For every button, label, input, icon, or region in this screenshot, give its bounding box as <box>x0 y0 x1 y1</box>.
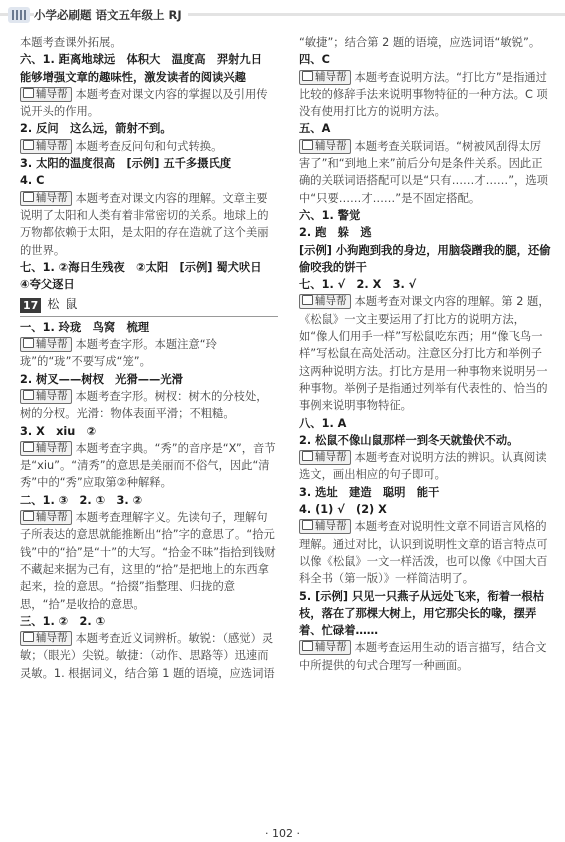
answer-line <box>20 120 278 137</box>
answer-text: 4. (1) √ (2) X <box>299 503 387 517</box>
tutor-tag-label: 辅导帮 <box>36 441 68 454</box>
tutor-book-icon <box>23 632 34 642</box>
answer-text: 六、1. 警觉 <box>299 208 361 222</box>
continuation-text <box>299 34 551 51</box>
answer-line <box>299 415 551 432</box>
tutor-tag <box>20 337 72 352</box>
explanation-text: 本题考查说明方法。“打比方”是指通过比较的修辞手法来说明事物特征的一种方法。C 项没有使用打比方的说明方法。 <box>299 70 548 119</box>
tutor-tag <box>299 640 351 655</box>
explanation-text: 本题考查对课文内容的理解。第 2 题，《松鼠》一文主要运用了打比方的说明方法，如“像人们用手一样”写松鼠吃东西；用“像飞鸟一样”写松鼠在高处活动。注意区分打比方和举例子这两种说明方法。打比方是用一种事物来说明另一种事物。举例子是指通过列举有代表性的、恰当的事例来说明事物特征。 <box>299 295 550 413</box>
answer-text: ④夸父逐日 <box>20 278 75 292</box>
explanation-text: 本题考查近义词辨析。敏锐：（感觉）灵敏；（眼光）尖锐。敏捷：（动作、思路等）迅速而灵敏。1. 根据词义，结合第 1 题的语境，应选词语 <box>20 632 275 680</box>
answer-text: 能够增强文章的趣味性，激发读者的阅读兴趣 <box>20 70 246 84</box>
tutor-book-icon <box>302 71 313 81</box>
answer-line <box>20 319 278 336</box>
explanation-text: 本题考查关联词语。“树被风刮得太厉害了”和“到地上来”前后分句是条件关系。因此正确的关联词语搭配可以是“只有……才……”，选项中“只要……才……”是不固定搭配。 <box>299 139 548 205</box>
tutor-tag-label: 辅导帮 <box>36 139 68 152</box>
tutor-tag <box>299 519 351 534</box>
answer-text: 2. 松鼠不像山鼠那样一到冬天就蛰伏不动。 <box>299 433 519 447</box>
answer-text: 七、1. ②海日生残夜 ②太阳 [示例] 蜀犬吠日 <box>20 260 262 274</box>
tutor-tag <box>20 631 72 646</box>
answer-text: 4. C <box>20 174 45 188</box>
answer-line <box>20 492 278 509</box>
explanation-paragraph <box>20 509 278 613</box>
answer-text: 七、1. √ 2. X 3. √ <box>299 278 417 292</box>
tutor-book-icon <box>302 520 313 530</box>
tutor-tag-label: 辅导帮 <box>315 520 347 533</box>
answer-text: 3. 太阳的温度很高 [示例] 五千多摄氏度 <box>20 157 232 171</box>
tutor-tag <box>20 389 72 404</box>
tutor-book-icon <box>302 641 313 651</box>
tutor-tag-label: 辅导帮 <box>315 641 347 654</box>
tutor-tag <box>299 70 351 85</box>
tutor-tag-label: 辅导帮 <box>36 87 68 100</box>
tutor-book-icon <box>23 390 34 400</box>
lesson-title: 松鼠 <box>47 297 84 312</box>
answer-line <box>299 207 551 224</box>
explanation-text: 本题考查反问句和句式转换。 <box>75 139 223 153</box>
tutor-tag-label: 辅导帮 <box>36 632 68 645</box>
lesson-number: 17 <box>20 298 41 313</box>
answer-line <box>299 51 551 68</box>
tutor-book-icon <box>302 295 313 305</box>
explanation-paragraph <box>299 518 551 587</box>
tutor-tag-label: 辅导帮 <box>315 451 347 464</box>
left-column <box>20 34 278 682</box>
explanation-text: 本题考查对课文内容的掌握以及引用传说开头的作用。 <box>20 87 268 119</box>
answer-text: 2. 跑 躲 逃 <box>299 226 372 240</box>
header-title: 小学必刷题 语文五年级上 RJ <box>34 7 188 23</box>
explanation-text: 本题考查理解字义。先读句子，理解句子所表达的意思就能推断出“拾”字的意思了。“拾元钱”中的“拾”是“十”的大写。“拾金不昧”指拾到钱财不藏起来据为己有，这里的“拾”是把地上的东西拿起来，捡的意思。“拾掇”指整理、归拢的意思，“拾”是收拾的意思。 <box>20 511 276 611</box>
answer-text: 3. X xiu ② <box>20 424 97 438</box>
explanation-paragraph <box>20 190 278 259</box>
page-number: · 102 · <box>265 827 300 840</box>
explanation-paragraph <box>20 630 278 682</box>
tutor-tag-label: 辅导帮 <box>315 295 347 308</box>
explanation-paragraph <box>20 138 278 155</box>
tutor-book-icon <box>23 338 34 348</box>
answer-text: 二、1. ③ 2. ① 3. ② <box>20 493 143 507</box>
explanation-paragraph <box>20 440 278 492</box>
answer-line <box>299 120 551 137</box>
tutor-tag <box>20 441 72 456</box>
answer-line <box>299 484 551 501</box>
answer-text: 2. 树叉——树杈 光猾——光滑 <box>20 372 183 386</box>
right-column <box>299 34 551 674</box>
explanation-text: 本题考查运用生动的语言描写，结合文中所提供的句式合理写一种画面。 <box>299 641 547 672</box>
answer-line <box>20 276 278 293</box>
explanation-text: 本题考查对课文内容的理解。文章主要说明了太阳和人类有着非常密切的关系。地球上的万物都依赖于太阳，是太阳的存在造就了这个美丽的世界。 <box>20 191 269 257</box>
answer-line <box>299 588 551 640</box>
answer-text: 三、1. ② 2. ① <box>20 614 106 628</box>
tutor-tag <box>20 139 72 154</box>
explanation-text: 本题考查字形。树杈：树木的分枝处，树的分杈。光滑：物体表面平滑；不粗糙。 <box>20 389 268 421</box>
answer-line <box>20 172 278 189</box>
explanation-paragraph <box>299 639 551 674</box>
answer-line <box>299 501 551 518</box>
explanation-text: 本题考查字形。本题注意“玲珑”的“珑”不要写成“笼”。 <box>20 338 217 369</box>
tutor-tag-label: 辅导帮 <box>36 191 68 204</box>
left-answer-list-2 <box>20 319 278 682</box>
answer-line <box>20 69 278 86</box>
lesson-section-header <box>20 296 278 316</box>
answer-line <box>299 224 551 241</box>
answer-line <box>20 423 278 440</box>
tutor-book-icon <box>23 140 34 150</box>
tutor-tag-label: 辅导帮 <box>36 511 68 524</box>
right-answer-list <box>299 34 551 674</box>
answer-text: 四、C <box>299 53 330 67</box>
tutor-book-icon <box>23 192 34 202</box>
tutor-tag <box>20 191 72 206</box>
answer-text: 六、1. 距离地球远 体积大 温度高 羿射九日 <box>20 53 263 67</box>
book-logo-icon <box>8 7 30 23</box>
tutor-book-icon <box>302 140 313 150</box>
explanation-paragraph <box>20 86 278 121</box>
explanation-text: 本题考查字典。“秀”的音序是“X”，音节是“xiu”。“清秀”的意思是美丽而不俗气，因此“清秀”中的“秀”应取第②种解释。 <box>20 441 276 490</box>
page-header <box>0 0 565 30</box>
tutor-tag-label: 辅导帮 <box>36 338 68 351</box>
answer-text: 五、A <box>299 122 331 136</box>
explanation-text: “敏捷”；结合第 2 题的语境，应选词语“敏锐”。 <box>299 36 541 49</box>
tutor-book-icon <box>23 88 34 98</box>
answer-text: 八、1. A <box>299 416 347 430</box>
answer-line <box>20 259 278 276</box>
tutor-tag-label: 辅导帮 <box>36 389 68 402</box>
left-answer-list <box>20 34 278 293</box>
answer-line <box>20 51 278 68</box>
tutor-tag <box>299 139 351 154</box>
tutor-book-icon <box>23 442 34 452</box>
answer-line <box>20 613 278 630</box>
explanation-paragraph <box>299 293 551 414</box>
tutor-book-icon <box>23 511 34 521</box>
tutor-tag <box>299 294 351 309</box>
answer-line <box>299 276 551 293</box>
answer-text: [示例] 小狗跑到我的身边，用脑袋蹭我的腿，还偷偷咬我的饼干 <box>299 243 551 274</box>
tutor-tag-label: 辅导帮 <box>315 70 347 83</box>
answer-line <box>20 155 278 172</box>
answer-text: 3. 选址 建造 聪明 能干 <box>299 485 440 499</box>
explanation-paragraph <box>299 138 551 207</box>
tutor-tag <box>299 450 351 465</box>
tutor-tag-label: 辅导帮 <box>315 139 347 152</box>
explanation-text: 本题考查课外拓展。 <box>20 36 122 49</box>
answer-line <box>299 242 551 277</box>
explanation-paragraph <box>299 449 551 484</box>
tutor-tag <box>20 87 72 102</box>
answer-text: 5. [示例] 只见一只燕子从远处飞来，衔着一根枯枝，落在了那棵大树上，用它那尖长的喙，摆弄着、忙碌着…… <box>299 589 544 638</box>
answer-text: 一、1. 玲珑 鸟窝 梳理 <box>20 320 150 334</box>
explanation-paragraph <box>20 388 278 423</box>
tutor-book-icon <box>302 451 313 461</box>
explanation-paragraph <box>299 69 551 121</box>
explanation-paragraph <box>20 336 278 371</box>
tutor-tag <box>20 510 72 525</box>
continuation-text <box>20 34 278 51</box>
explanation-text: 本题考查对说明方法的辨识。认真阅读选文，画出相应的句子即可。 <box>299 451 547 482</box>
answer-line <box>299 432 551 449</box>
explanation-text: 本题考查对说明性文章不同语言风格的理解。通过对比，认识到说明性文章的语言特点可以像《松鼠》一文一样活泼，也可以像《中国大百科全书（第一版）》一样简洁明了。 <box>299 520 548 586</box>
answer-line <box>20 371 278 388</box>
answer-text: 2. 反问 这么远，箭射不到。 <box>20 122 172 136</box>
